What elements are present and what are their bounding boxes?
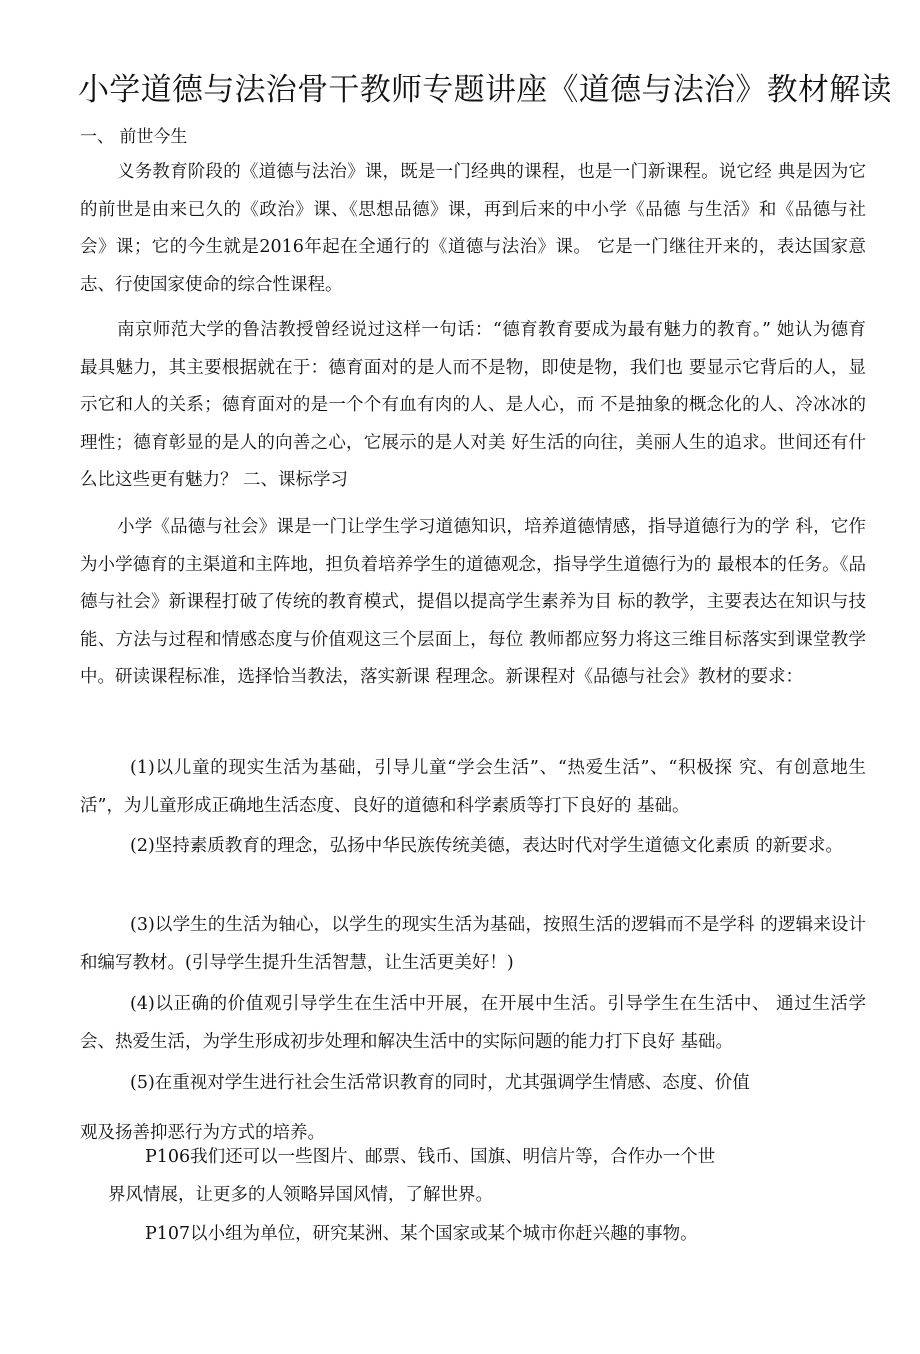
note-p107: P107以小组为单位，研究某洲、某个国家或某个城市你赶兴趣的事物。	[145, 1224, 698, 1244]
requirement-item-5-line-2: 观及扬善抑恶行为方式的培养。	[80, 1123, 325, 1143]
section-heading-1: 一、 前世今生	[80, 127, 188, 147]
note-p106-line-1: P106我们还可以一些图片、邮票、钱币、国旗、明信片等，合作办一个世	[145, 1147, 716, 1167]
paragraph-charm: 南京师范大学的鲁洁教授曾经说过这样一句话：“德育教育要成为最有魅力的教育。” 她认为德育最具魅力，其主要根据就在于：德育面对的是人而不是物，即使是物，我们也 要显示它背后的人，显示它和人的关系；德育面对的是一个个有血有肉的人、是人心，而 不是抽象的概念化的人、冷冰冰的理性；德育彰显的是人的向善之心，它展示的是人对美 好生活的向往，美丽人生的追求。世间还有什么比这些更有魅力？ 二、课标学习	[80, 320, 866, 490]
requirement-item-3: (3)以学生的生活为轴心，以学生的现实生活为基础，按照生活的逻辑而不是学科 的逻辑来设计和编写教材。(引导学生提升生活智慧，让生活更美好！)	[80, 915, 866, 973]
document-title: 小学道德与法治骨干教师专题讲座《道德与法治》教材解读	[78, 72, 892, 108]
requirement-item-4: (4)以正确的价值观引导学生在生活中开展，在开展中生活。引导学生在生活中、 通过生活学会、热爱生活，为学生形成初步处理和解决生活中的实际问题的能力打下良好 基础。	[80, 994, 866, 1052]
paragraph-history: 义务教育阶段的《道德与法治》课，既是一门经典的课程，也是一门新课程。说它经 典是因为它的前世是由来已久的《政治》课、《思想品德》课，再到后来的中小学《品德 与生活》和《品德与社会》课；它的今生就是2016年起在全通行的《道德与法治》课。 它是一门继往开来的，表达国家意志、行使国家使命的综合性课程。	[80, 162, 866, 295]
paragraph-curriculum: 小学《品德与社会》课是一门让学生学习道德知识，培养道德情感，指导道德行为的学 科，它作为小学德育的主渠道和主阵地，担负着培养学生的道德观念，指导学生道德行为的 最根本的任务。《品德与社会》新课程打破了传统的教育模式，提倡以提高学生素养为目 标的教学，主要表达在知识与技能、方法与过程和情感态度与价值观这三个层面上，每位 教师都应努力将这三维目标落实到课堂教学中。研读课程标准，选择恰当教法，落实新课 程理念。新课程对《品德与社会》教材的要求：	[80, 517, 866, 687]
note-p106-line-2: 界风情展，让更多的人领略异国风情，了解世界。	[108, 1185, 493, 1205]
requirement-item-2: (2)坚持素质教育的理念，弘扬中华民族传统美德，表达时代对学生道德文化素质 的新要求。	[130, 836, 843, 856]
requirement-item-5-line-1: (5)在重视对学生进行社会生活常识教育的同时，尤其强调学生情感、态度、价值	[130, 1073, 750, 1093]
requirement-item-1: (1)以儿童的现实生活为基础，引导儿童“学会生活”、“热爱生活”、“积极探 究、有创意地生活”，为儿童形成正确地生活态度、良好的道德和科学素质等打下良好的 基础。	[80, 758, 866, 816]
